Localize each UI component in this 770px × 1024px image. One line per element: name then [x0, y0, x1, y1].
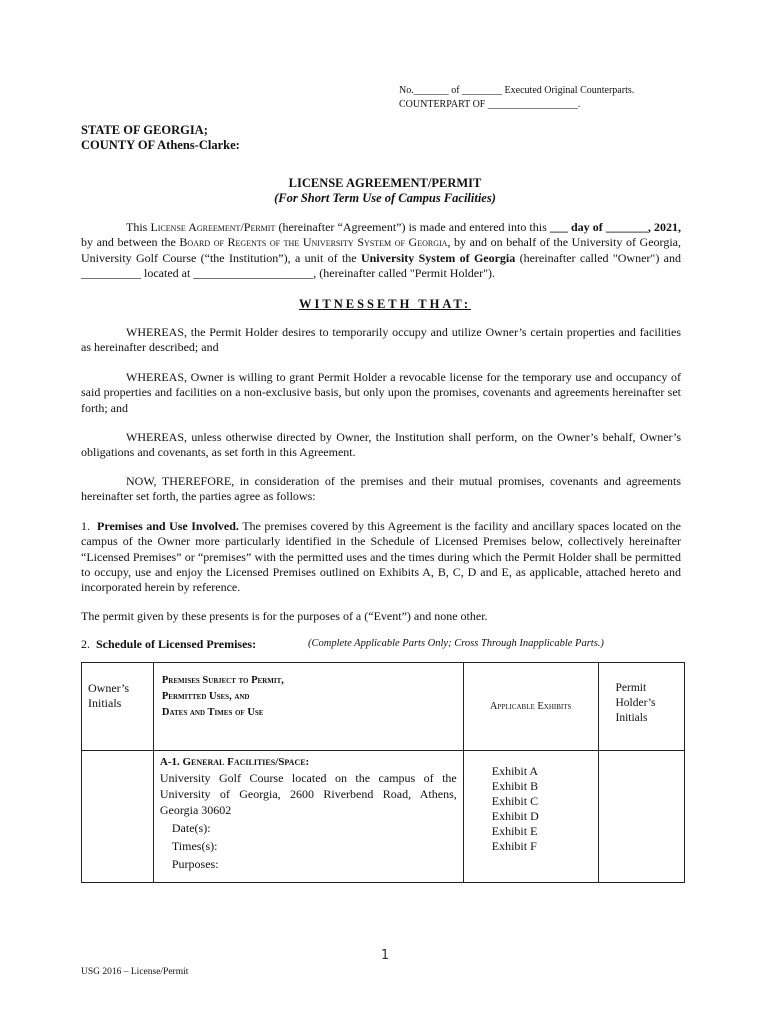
exhibit-item: Exhibit A [491, 764, 539, 778]
table-header-row [82, 663, 685, 751]
venue-block [81, 123, 240, 153]
premises-cell [153, 751, 463, 883]
header-premises [153, 663, 463, 751]
exhibits-cell [463, 751, 598, 883]
premises-heading: A-1. General Facilities/Space: [159, 756, 310, 768]
event-purpose: The permit given by these presents is for the purposes of a (“Event”) and none other. [81, 609, 488, 623]
exhibit-item: Exhibit B [491, 779, 539, 793]
premises-purposes-field[interactable]: Purposes: [171, 857, 219, 871]
recital-3: WHEREAS, unless otherwise directed by Owner, the Institution shall perform, on the Owner’s behalf, Owner’s obligations and covenants, as set forth in this Agreement. [81, 430, 681, 460]
page-number: 1 [380, 948, 390, 963]
intro-text-4: , by and on behalf of the University of Georgia, University Golf Course (“the Institution”), a unit of the [81, 235, 681, 265]
intro-date-blank: ___ day of _______, 2021, [549, 220, 682, 234]
permit-holder-initials-cell[interactable] [598, 751, 685, 883]
recital-1: WHEREAS, the Permit Holder desires to temporarily occupy and utilize Owner’s certain properties and facilities as hereinafter described; and [81, 325, 681, 355]
section-2-heading-line [81, 637, 604, 652]
section-2-number: 2. [81, 637, 90, 651]
intro-text-3: by and between the [81, 235, 180, 250]
counterparts-line-2: COUNTERPART OF __________________. [399, 99, 581, 110]
page-footer: USG 2016 – License/Permit [81, 967, 189, 977]
exhibit-item: Exhibit E [491, 824, 538, 838]
section-2-note: (Complete Applicable Parts Only; Cross Through Inapplicable Parts.) [308, 638, 604, 649]
title-subtitle: (For Short Term Use of Campus Facilities) [274, 191, 496, 205]
header-premises-line-1: Premises Subject to Permit, [161, 675, 284, 686]
section-1-number: 1. [81, 519, 90, 533]
section-2-heading: Schedule of Licensed Premises: [96, 637, 257, 651]
venue-state: STATE OF GEORGIA; [81, 123, 208, 137]
intro-usg-name: University System of Georgia [360, 250, 516, 265]
owner-initials-cell[interactable] [82, 751, 154, 883]
witnesseth-heading: WITNESSETH THAT: [299, 297, 471, 311]
header-premises-line-3: Dates and Times of Use [161, 707, 264, 718]
header-premises-line-2: Permitted Uses, and [161, 691, 250, 702]
intro-agreement-name: License Agreement/Permit [150, 220, 276, 234]
section-1-heading: Premises and Use Involved. [97, 519, 239, 533]
section-1-text: The premises covered by this Agreement is the facility and ancillary spaces located on the campus of the Owner more particularly identified in the Schedule of Licensed Premises below, collectively hereinafter “Licensed Premises” or “premises” with the permitted uses and the times during which the Permit Holder shall be permitted to occupy, use and enjoy the Licensed Premises outlined on Exhibits A, B, C, D and E, as applicable, attached hereto and incorporated herein by reference. [81, 519, 681, 595]
premises-description: University Golf Course located on the campus of the University of Georgia, 2600 Riverbend Road, Athens, Georgia 30602 [159, 771, 457, 817]
header-permit-holder-initials: Permit Holder’s Initials [598, 663, 685, 751]
premises-dates-field[interactable]: Date(s): [171, 821, 211, 835]
intro-paragraph [81, 220, 681, 281]
recital-2: WHEREAS, Owner is willing to grant Permit Holder a revocable license for the temporary use and occupancy of said properties and facilities on a non-exclusive basis, but only upon the promises, covenants and agreements hereinafter set forth; and [81, 370, 681, 415]
schedule-of-premises-table [81, 662, 685, 883]
document-title [0, 176, 770, 206]
section-1-paragraph [81, 519, 681, 595]
exhibit-item: Exhibit C [491, 794, 539, 808]
intro-text-2: (hereinafter “Agreement”) is made and entered into this [275, 220, 550, 234]
exhibit-item: Exhibit F [491, 839, 537, 853]
title-main: LICENSE AGREEMENT/PERMIT [288, 176, 482, 190]
counterparts-notice [399, 84, 634, 112]
intro-text-1: This [126, 220, 151, 234]
counterparts-line-1: No._______ of ________ Executed Original Counterparts. [399, 85, 635, 96]
exhibit-item: Exhibit D [491, 809, 539, 823]
recital-now-therefore: NOW, THEREFORE, in consideration of the premises and their mutual promises, covenants and agreements hereinafter set forth, the parties agree as follows: [81, 474, 681, 504]
header-applicable-exhibits: Applicable Exhibits [463, 663, 598, 751]
intro-text-5: (hereinafter called "Owner") and __________ located at ____________________, (hereinafter called "Permit Holder"). [81, 250, 681, 280]
header-owner-initials: Owner’s Initials [82, 663, 154, 751]
venue-county: COUNTY OF Athens-Clarke: [81, 138, 240, 152]
table-row [82, 751, 685, 883]
intro-board-name: Board of Regents of the University System of Georgia [179, 235, 448, 250]
premises-times-field[interactable]: Times(s): [171, 839, 218, 853]
